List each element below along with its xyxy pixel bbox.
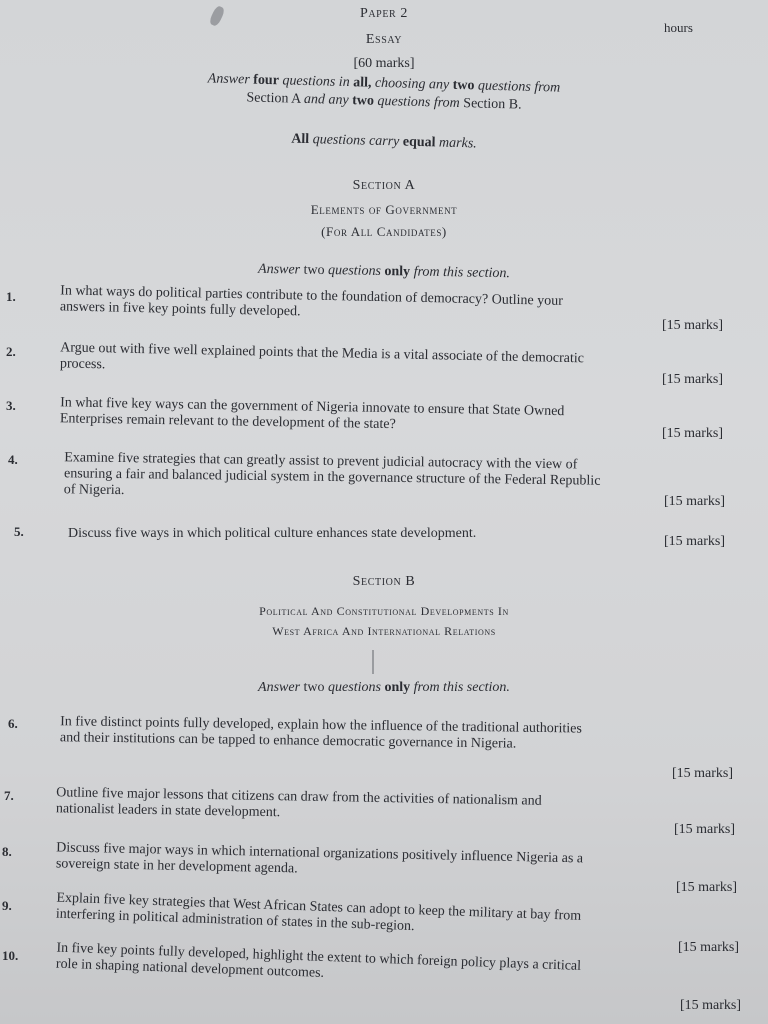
section-a-candidates: (For All Candidates) xyxy=(321,224,447,239)
instruction-text: only xyxy=(384,680,411,695)
question-text: In five key points fully developed, highlight the extent to which foreign policy plays a critical role in shaping national development outcomes. xyxy=(55,940,582,981)
instruction-text: Answer xyxy=(257,261,301,278)
question-number: 6. xyxy=(8,716,18,731)
question-number: 10. xyxy=(2,948,19,963)
paper-title: Paper 2 xyxy=(359,6,409,21)
question-marks: [15 marks] xyxy=(678,940,740,955)
instruction-text: questions in xyxy=(282,73,350,91)
instruction-text: two xyxy=(452,77,475,94)
question-marks: [15 marks] xyxy=(672,766,734,781)
section-a-title: Section A xyxy=(352,178,416,193)
pencil-mark xyxy=(372,650,374,674)
instruction-text: marks. xyxy=(438,135,477,152)
question-text: In what five key ways can the government of Nigeria innovate to ensure that State Owned Enterprises remain relevant to the development of the state? xyxy=(59,395,565,433)
question-marks: [15 marks] xyxy=(662,318,724,333)
question-text: Examine five strategies that can greatly assist to prevent judicial autocracy with the view of ensuring a fair and balanced judicial system in the governance structure of the Federal Republic of Nigeria. xyxy=(63,450,601,499)
instruction-line-3 xyxy=(0,124,768,160)
paper-type: Essay xyxy=(365,32,403,47)
instruction-text: from this section. xyxy=(413,680,510,695)
question-marks: [15 marks] xyxy=(662,372,724,387)
section-a-instruction xyxy=(0,257,768,286)
instruction-text: two xyxy=(303,262,325,278)
total-marks: [60 marks] xyxy=(353,56,415,71)
duration-label: hours xyxy=(664,20,693,35)
question-text: In what ways do political parties contribute to the foundation of democracy? Outline your answers in five key points fully developed. xyxy=(59,283,563,320)
instruction-text: Answer xyxy=(207,71,250,88)
instruction-text: questions xyxy=(327,263,382,279)
question-marks: [15 marks] xyxy=(662,426,724,441)
instruction-text: from this section. xyxy=(413,264,511,282)
section-b-instruction xyxy=(0,680,768,696)
question-number: 8. xyxy=(2,844,12,859)
question-number: 9. xyxy=(2,898,12,913)
question-text: Outline five major lessons that citizens can draw from the activities of nationalism and nationalist leaders in state development. xyxy=(55,785,542,821)
section-b-subtitle-1: Political And Constitutional Developments In xyxy=(259,604,509,618)
instruction-text: only xyxy=(384,264,411,280)
question-number: 4. xyxy=(8,452,18,467)
instruction-text: choosing any xyxy=(374,75,450,93)
question-text: Discuss five ways in which political culture enhances state development. xyxy=(68,526,477,541)
question-marks: [15 marks] xyxy=(680,998,742,1013)
instruction-text: two xyxy=(303,680,325,695)
question-marks: [15 marks] xyxy=(664,534,726,549)
question-text: Discuss five major ways in which international organizations positively influence Nigeria as a sovereign state in her development agenda. xyxy=(55,840,584,877)
instruction-text: equal xyxy=(402,134,436,151)
instruction-text: all, xyxy=(352,75,372,91)
question-marks: [15 marks] xyxy=(664,494,726,509)
question-text: In five distinct points fully developed, explain how the influence of the traditional authorities and their institutions can be tapped to enhance democratic governance in Nigeria. xyxy=(59,714,582,752)
instruction-text: four xyxy=(253,72,280,89)
instruction-text: Answer xyxy=(258,680,301,695)
instruction-text: questions carry xyxy=(312,132,400,150)
instruction-text: questions from xyxy=(477,78,561,96)
instruction-text: questions xyxy=(377,93,431,111)
question-number: 1. xyxy=(6,289,16,304)
question-text: Explain five key strategies that West African States can adopt to keep the military at bay from interfering in political administration of states in the sub-region. xyxy=(55,890,582,935)
instruction-text: and any xyxy=(303,91,349,109)
question-number: 7. xyxy=(4,788,14,803)
question-text: Argue out with five well explained points that the Media is a vital associate of the democratic process. xyxy=(59,340,585,373)
question-number: 2. xyxy=(6,344,16,359)
section-b-title: Section B xyxy=(352,574,416,589)
section-a-subtitle: Elements of Government xyxy=(310,202,458,217)
section-b-subtitle-2: West Africa And International Relations xyxy=(272,624,496,638)
question-marks: [15 marks] xyxy=(676,880,738,895)
instruction-text: Section B. xyxy=(463,96,522,113)
instruction-text: All xyxy=(291,131,310,148)
instruction-text: two xyxy=(351,93,375,109)
instruction-text: Section A xyxy=(246,90,301,107)
instruction-text: from xyxy=(433,95,460,111)
question-marks: [15 marks] xyxy=(674,822,736,837)
question-number: 5. xyxy=(14,524,24,539)
instruction-text: questions xyxy=(328,680,381,695)
question-number: 3. xyxy=(6,398,16,413)
